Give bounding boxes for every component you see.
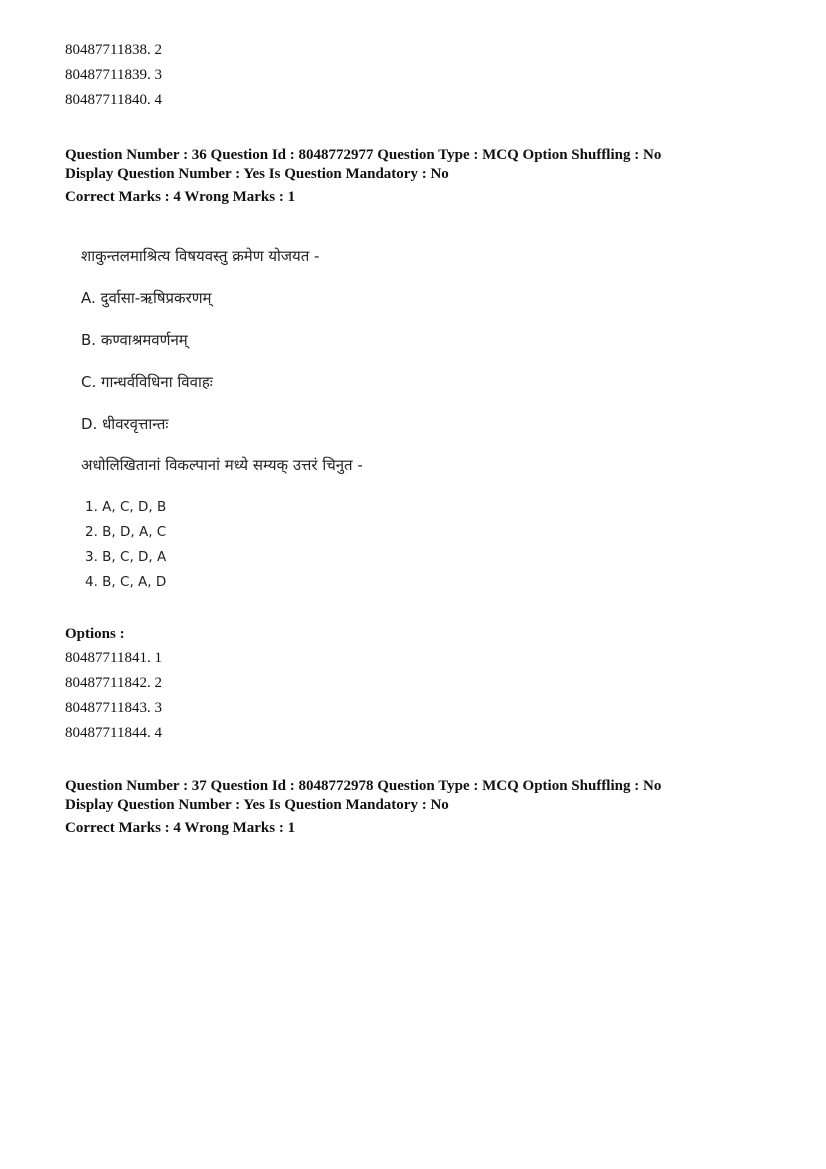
q36-item-c: C. गान्धर्वविधिना विवाहः xyxy=(81,373,213,391)
prev-option-line: 80487711838. 2 xyxy=(65,42,162,58)
q36-option-line: 80487711842. 2 xyxy=(65,675,162,691)
q36-choice-1: 1. A, C, D, B xyxy=(85,499,167,515)
q36-options-label: Options : xyxy=(65,626,125,642)
q36-header-line1: Question Number : 36 Question Id : 8048772977 Question Type : MCQ Option Shuffling : No xyxy=(65,147,662,163)
q37-header-line1: Question Number : 37 Question Id : 8048772978 Question Type : MCQ Option Shuffling : No xyxy=(65,778,662,794)
prev-option-line: 80487711839. 3 xyxy=(65,67,162,83)
prev-option-line: 80487711840. 4 xyxy=(65,92,162,108)
q36-item-d: D. धीवरवृत्तान्तः xyxy=(81,415,169,433)
q36-choice-4: 4. B, C, A, D xyxy=(85,574,167,590)
q36-marks: Correct Marks : 4 Wrong Marks : 1 xyxy=(65,189,296,205)
q36-option-line: 80487711844. 4 xyxy=(65,725,162,741)
q36-option-line: 80487711843. 3 xyxy=(65,700,162,716)
q36-stem: शाकुन्तलमाश्रित्य विषयवस्तु क्रमेण योजयत - xyxy=(81,247,320,265)
q36-item-a: A. दुर्वासा-ऋषिप्रकरणम् xyxy=(81,289,212,307)
q36-item-b: B. कण्वाश्रमवर्णनम् xyxy=(81,331,188,349)
q36-header-line2: Display Question Number : Yes Is Question Mandatory : No xyxy=(65,166,449,182)
q36-choice-3: 3. B, C, D, A xyxy=(85,549,167,565)
q37-marks: Correct Marks : 4 Wrong Marks : 1 xyxy=(65,820,296,836)
q36-choice-2: 2. B, D, A, C xyxy=(85,524,167,540)
q36-instruction: अधोलिखितानां विकल्पानां मध्ये सम्यक् उत्तरं चिनुत - xyxy=(81,456,363,474)
q36-option-line: 80487711841. 1 xyxy=(65,650,162,666)
q37-header-line2: Display Question Number : Yes Is Question Mandatory : No xyxy=(65,797,449,813)
